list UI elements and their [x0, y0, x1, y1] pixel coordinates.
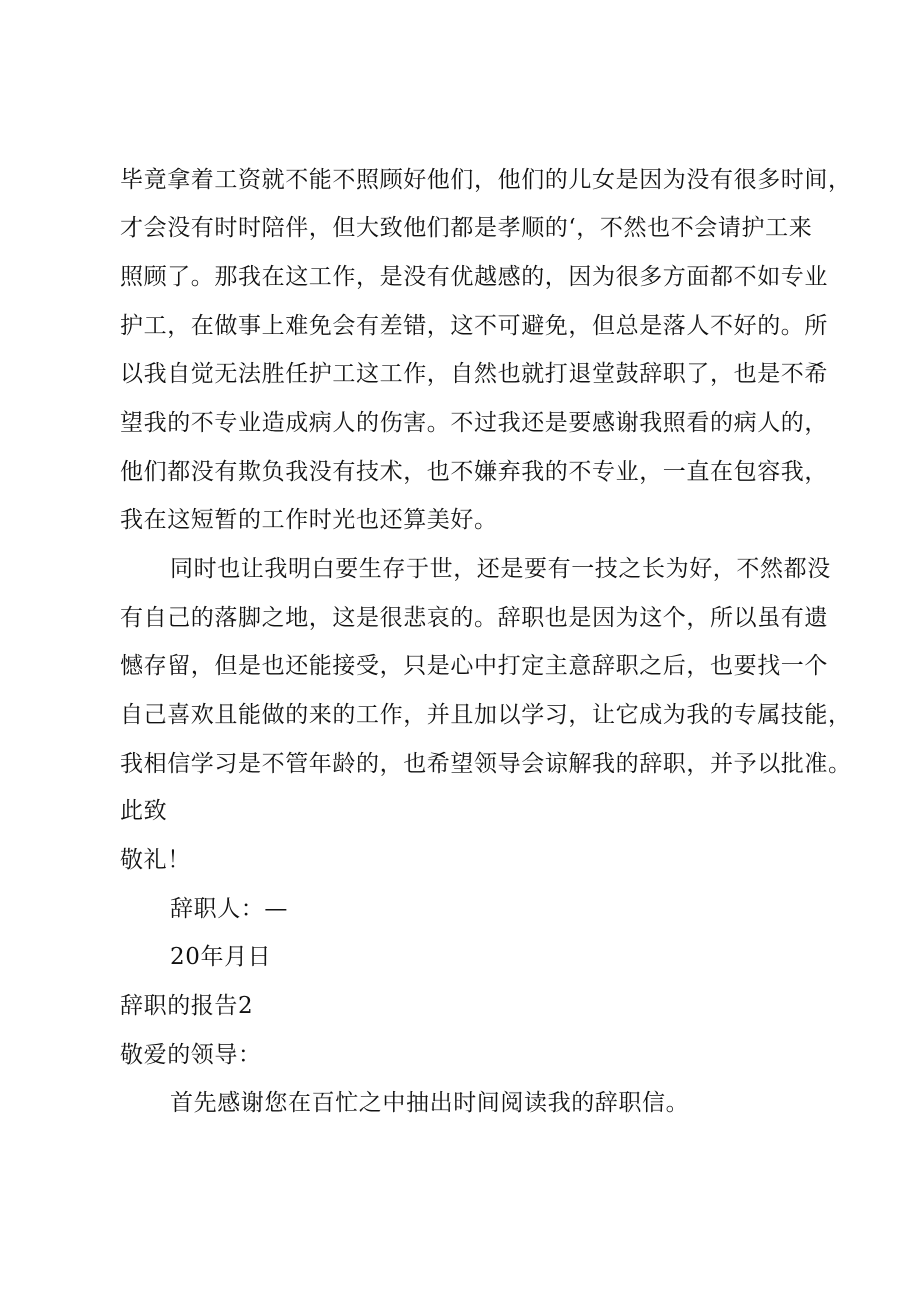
- paragraph2-line-2: 有自己的落脚之地，这是很悲哀的。辞职也是因为这个，所以虽有遗: [120, 605, 828, 631]
- paragraph2-line-4: 自己喜欢且能做的来的工作，并且加以学习，让它成为我的专属技能，: [120, 702, 852, 728]
- paragraph1-line-5: 以我自觉无法胜任护工这工作，自然也就打退堂鼓辞职了，也是不希: [120, 361, 828, 387]
- paragraph1-line-1: 毕竟拿着工资就不能不照顾好他们，他们的儿女是因为没有很多时间，: [120, 167, 852, 193]
- paragraph1-line-2: 才会没有时时陪伴，但大致他们都是孝顺的‘，不然也不会请护工来: [120, 215, 813, 241]
- paragraph2-line-1: 同时也让我明白要生存于世，还是要有一技之长为好，不然都没: [170, 556, 831, 582]
- closing-jingli: 敬礼！: [120, 847, 191, 873]
- paragraph1-line-4: 护工，在做事上难免会有差错，这不可避免，但总是落人不好的。所: [120, 313, 828, 339]
- signer-line: 辞职人：—: [170, 896, 288, 922]
- paragraph1-line-8: 我在这短暂的工作时光也还算美好。: [120, 507, 498, 533]
- date-line: 20年月日: [170, 944, 272, 970]
- paragraph1-line-6: 望我的不专业造成病人的伤害。不过我还是要感谢我照看的病人的，: [120, 410, 828, 436]
- report2-title: 辞职的报告2: [120, 993, 254, 1019]
- closing-cizhi: 此致: [120, 798, 168, 824]
- paragraph2-line-5: 我相信学习是不管年龄的，也希望领导会谅解我的辞职，并予以批准。: [120, 751, 852, 777]
- paragraph2-line-3: 憾存留，但是也还能接受，只是心中打定主意辞职之后，也要找一个: [120, 653, 828, 679]
- report2-salutation: 敬爱的领导：: [120, 1042, 262, 1068]
- paragraph1-line-7: 他们都没有欺负我没有技术，也不嫌弃我的不专业，一直在包容我，: [120, 459, 828, 485]
- paragraph1-line-3: 照顾了。那我在这工作，是没有优越感的，因为很多方面都不如专业: [120, 264, 828, 290]
- report2-first-line: 首先感谢您在百忙之中抽出时间阅读我的辞职信。: [170, 1090, 690, 1116]
